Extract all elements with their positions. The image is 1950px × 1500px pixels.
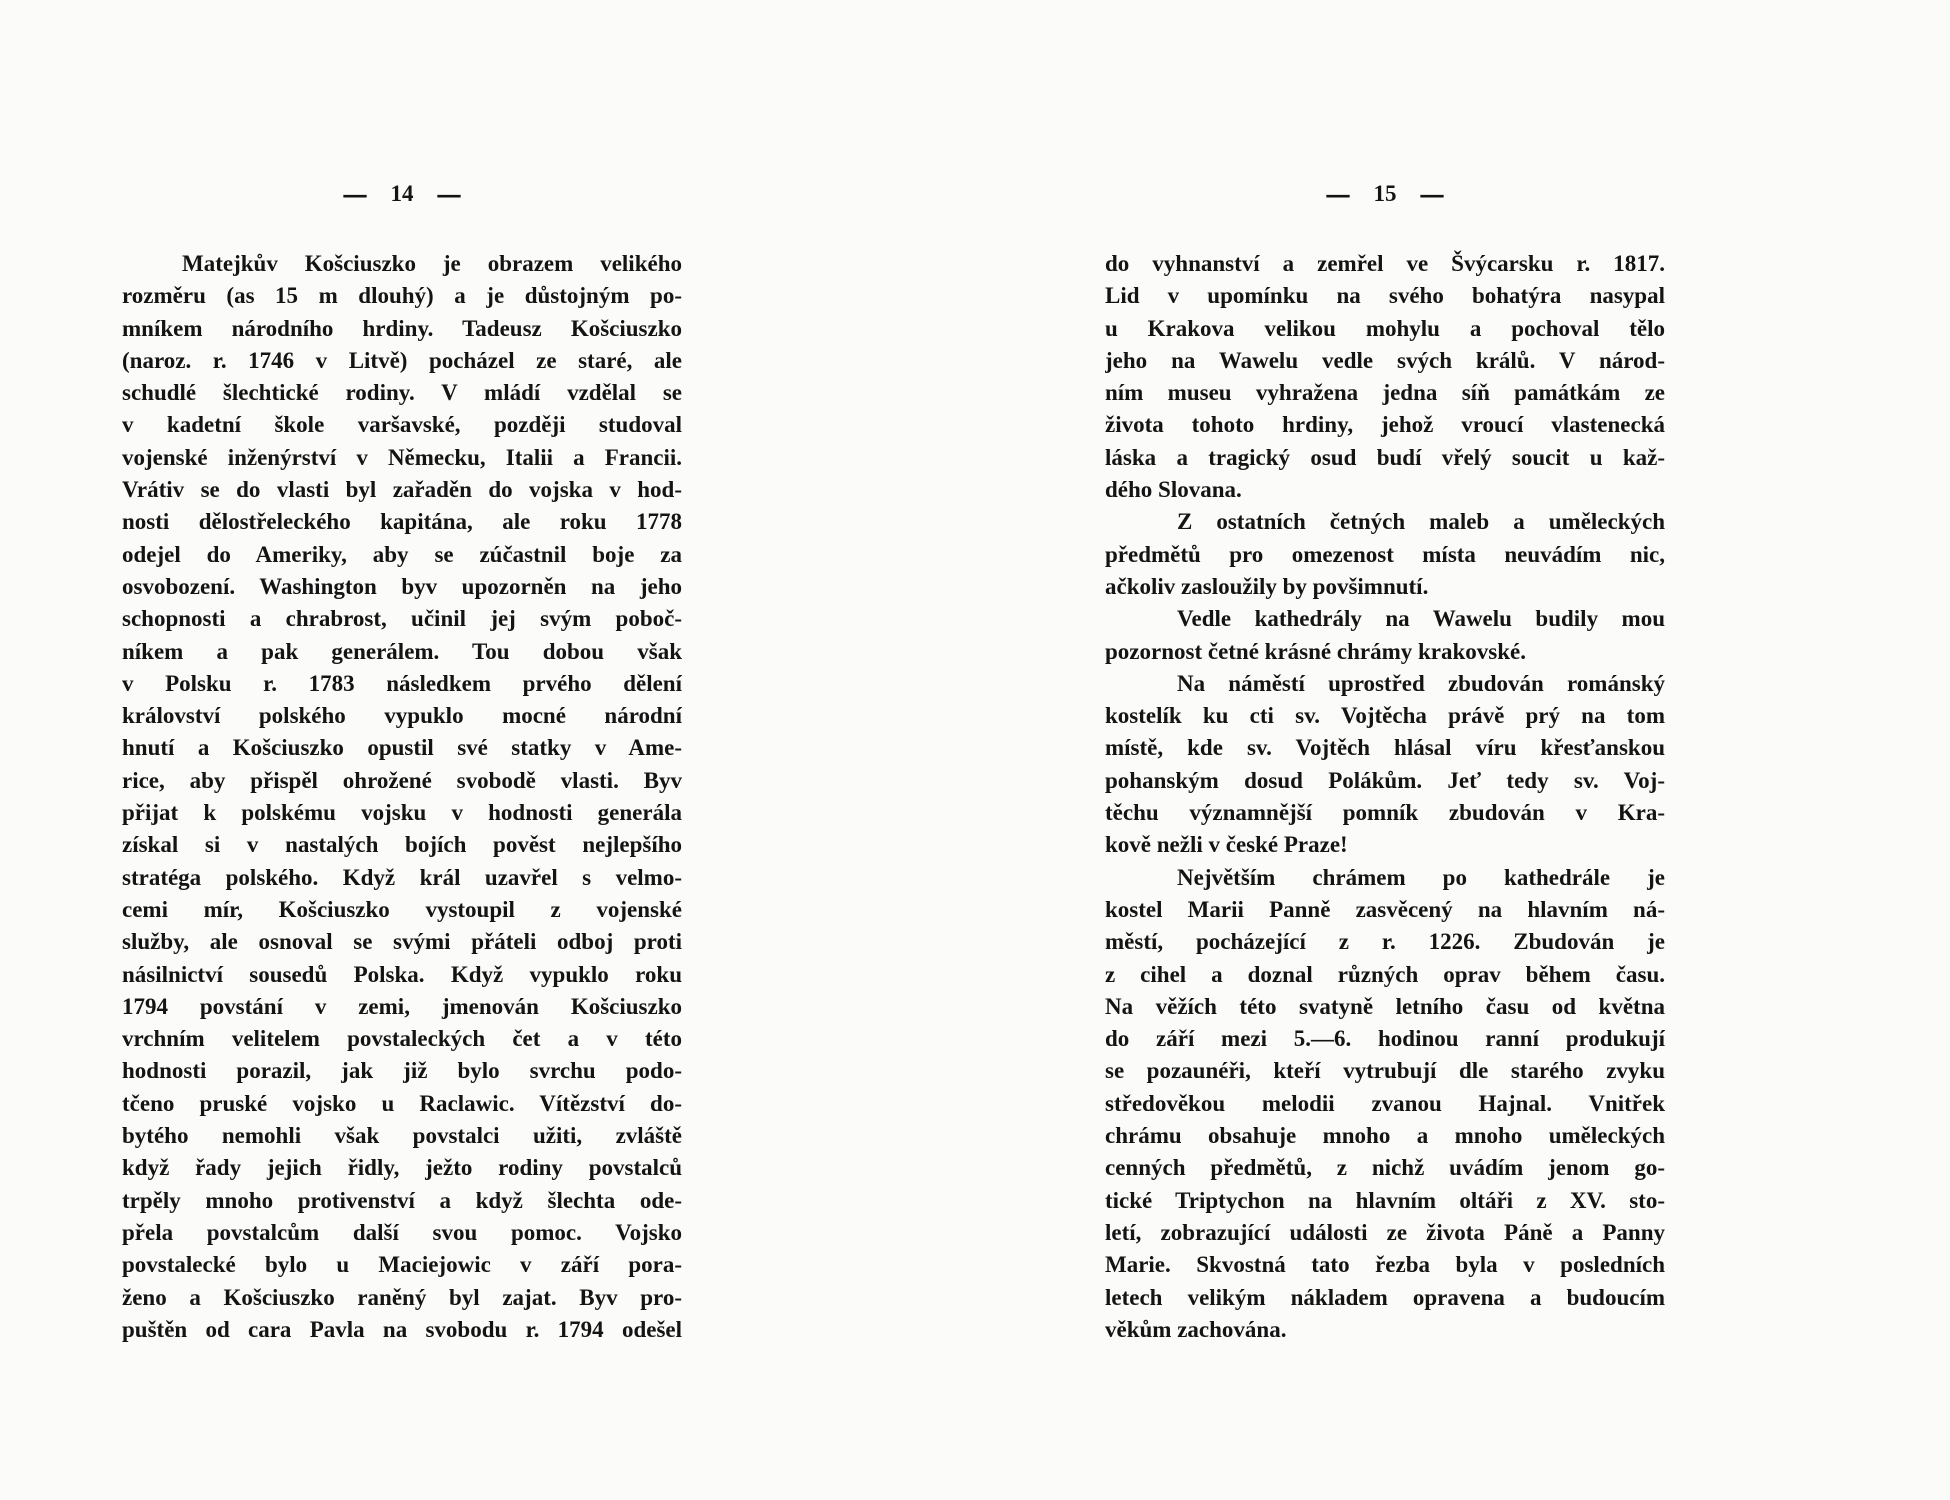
- text-line: bytého nemohli však povstalci užiti, zvláště: [122, 1123, 682, 1149]
- text-line: přijat k polskému vojsku v hodnosti generála: [122, 800, 682, 826]
- text-line: středověkou melodii zvanou Hajnal. Vnitřek: [1105, 1090, 1665, 1116]
- text-line: stratéga polského. Když král uzavřel s velmo-: [122, 864, 682, 890]
- text-line: ačkoliv zasloužily by povšimnutí.: [1105, 573, 1429, 599]
- text-line: do vyhnanství a zemřel ve Švýcarsku r. 1817.: [1105, 251, 1665, 276]
- text-line: těchu významnější pomník zbudován v Kra-: [1105, 800, 1665, 826]
- text-line: cenných předmětů, z nichž uvádím jenom go-: [1105, 1155, 1665, 1181]
- text-line: hnutí a Košciuszko opustil své statky v Ame-: [122, 735, 682, 761]
- text-line: jeho na Wawelu vedle svých králů. V národ-: [1105, 347, 1665, 373]
- text-line: rozměru (as 15 m dlouhý) a je důstojným po-: [122, 283, 682, 309]
- text-line: v kadetní škole varšavské, později studoval: [122, 412, 682, 438]
- text-line: tické Triptychon na hlavním oltáři z XV. sto-: [1105, 1187, 1665, 1213]
- text-line: u Krakova velikou mohylu a pochoval tělo: [1105, 315, 1665, 341]
- text-line: letí, zobrazující události ze života Páně a Panny: [1105, 1219, 1665, 1245]
- text-line: Vedle kathedrály na Wawelu budily mou: [1177, 606, 1665, 632]
- text-line: Největším chrámem po kathedrále je: [1177, 864, 1665, 890]
- text-line: Na věžích této svatyně letního času od května: [1105, 993, 1665, 1019]
- text-line: cemi mír, Košciuszko vystoupil z vojenské: [122, 896, 682, 922]
- page-number: 15: [1373, 181, 1397, 206]
- text-line: násilnictví sousedů Polska. Když vypuklo roku: [122, 961, 682, 987]
- text-line: získal si v nastalých bojích pověst nejlepšího: [122, 832, 682, 858]
- text-line: Marie. Skvostná tato řezba byla v posledních: [1105, 1252, 1665, 1278]
- text-line: mníkem národního hrdiny. Tadeusz Košciuszko: [122, 315, 682, 341]
- text-line: osvobození. Washington byv upozorněn na jeho: [122, 573, 682, 599]
- text-line: puštěn od cara Pavla na svobodu r. 1794 odešel: [122, 1316, 682, 1342]
- text-line: rice, aby přispěl ohrožené svobodě vlasti. Byv: [122, 767, 682, 793]
- text-line: přela povstalcům další svou pomoc. Vojsko: [122, 1219, 682, 1245]
- page-right: [1105, 173, 1665, 1346]
- text-line: chrámu obsahuje mnoho a mnoho uměleckých: [1105, 1123, 1665, 1149]
- text-line: tčeno pruské vojsko u Raclawic. Vítězství do-: [122, 1090, 682, 1116]
- text-line: věkům zachována.: [1105, 1316, 1287, 1342]
- text-line: (naroz. r. 1746 v Litvě) pocházel ze staré, ale: [122, 347, 682, 373]
- header-rule-right: —: [1420, 173, 1444, 214]
- text-line: níkem a pak generálem. Tou dobou však: [122, 638, 682, 664]
- text-line: schudlé šlechtické rodiny. V mládí vzdělal se: [122, 380, 682, 406]
- text-line: z cihel a doznal různých oprav během času.: [1105, 961, 1665, 987]
- text-line: když řady jejich řidly, ježto rodiny povstalců: [122, 1155, 682, 1181]
- header-rule-right: —: [437, 173, 461, 214]
- text-line: pozornost četné krásné chrámy krakovské.: [1105, 638, 1526, 664]
- text-line: 1794 povstání v zemi, jmenován Košciuszko: [122, 993, 682, 1019]
- header-rule-left: —: [343, 173, 367, 214]
- text-line: schopnosti a chrabrost, učinil jej svým poboč-: [122, 606, 682, 632]
- text-line: kově nežli v české Praze!: [1105, 832, 1348, 858]
- text-line: městí, pocházející z r. 1226. Zbudován je: [1105, 929, 1665, 955]
- text-line: Lid v upomínku na svého bohatýra nasypal: [1105, 283, 1665, 309]
- text-line: trpěly mnoho protivenství a když šlechta ode-: [122, 1187, 682, 1213]
- text-line: Matejkův Košciuszko je obrazem velikého: [182, 251, 682, 276]
- page-header: [1105, 173, 1665, 214]
- text-line: Na náměstí uprostřed zbudován románský: [1177, 670, 1665, 696]
- text-line: láska a tragický osud budí vřelý soucit u kaž-: [1105, 444, 1665, 470]
- text-line: letech velikým nákladem opravena a budoucím: [1105, 1284, 1665, 1310]
- page-number: 14: [390, 181, 414, 206]
- text-line: ženo a Košciuszko raněný byl zajat. Byv pro-: [122, 1284, 682, 1310]
- text-line: místě, kde sv. Vojtěch hlásal víru křesťanskou: [1105, 735, 1665, 761]
- text-line: vojenské inženýrství v Německu, Italii a Francii.: [122, 444, 682, 470]
- text-line: kostelík ku cti sv. Vojtěcha právě prý na tom: [1105, 703, 1665, 729]
- text-line: služby, ale osnoval se svými přáteli odboj proti: [122, 929, 682, 955]
- text-lines: [1105, 248, 1665, 1346]
- text-line: se pozaunéři, kteří vytrubují dle starého zvyku: [1105, 1058, 1665, 1084]
- text-line: Vrátiv se do vlasti byl zařaděn do vojska v hod-: [122, 477, 682, 503]
- text-line: nosti dělostřeleckého kapitána, ale roku 1778: [122, 509, 682, 535]
- text-line: povstalecké bylo u Maciejowic v září pora-: [122, 1252, 682, 1278]
- page-header: [122, 173, 682, 214]
- text-line: v Polsku r. 1783 následkem prvého dělení: [122, 670, 682, 696]
- text-line: dého Slovana.: [1105, 477, 1242, 503]
- text-line: vrchním velitelem povstaleckých čet a v této: [122, 1026, 682, 1052]
- text-line: hodnosti porazil, jak již bylo svrchu podo-: [122, 1058, 682, 1084]
- text-line: odejel do Ameriky, aby se zúčastnil boje za: [122, 541, 682, 567]
- page-left: [122, 173, 682, 1346]
- text-lines: [122, 248, 682, 1346]
- text-line: pohanským dosud Polákům. Jeť tedy sv. Voj-: [1105, 767, 1665, 793]
- text-line: kostel Marii Panně zasvěcený na hlavním ná-: [1105, 896, 1665, 922]
- text-line: království polského vypuklo mocné národní: [122, 703, 682, 729]
- header-rule-left: —: [1326, 173, 1350, 214]
- text-line: předmětů pro omezenost místa neuvádím nic,: [1105, 541, 1665, 567]
- text-line: života tohoto hrdiny, jehož vroucí vlastenecká: [1105, 412, 1665, 438]
- text-line: Z ostatních četných maleb a uměleckých: [1177, 509, 1665, 535]
- text-line: do září mezi 5.—6. hodinou ranní produkují: [1105, 1026, 1665, 1052]
- text-line: ním museu vyhražena jedna síň památkám ze: [1105, 380, 1665, 406]
